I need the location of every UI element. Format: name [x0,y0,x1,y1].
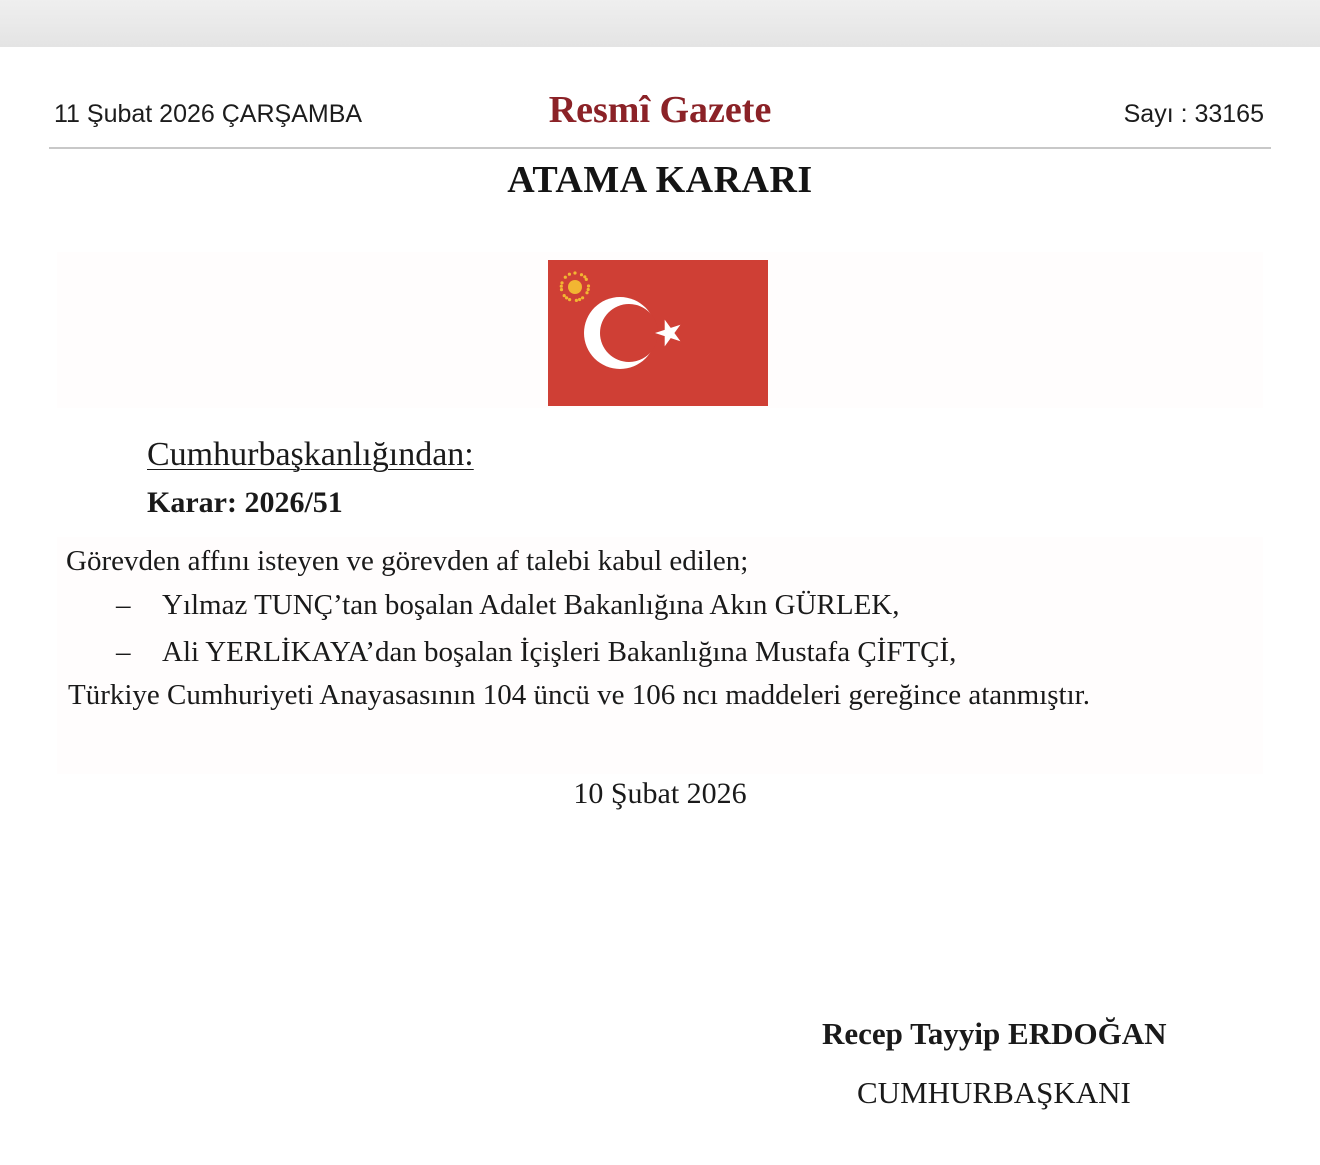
header-divider [49,147,1271,149]
list-bullet: – [116,589,131,621]
gazette-date: 11 Şubat 2026 ÇARŞAMBA [54,100,363,128]
gazette-title: Resmî Gazete [548,89,772,131]
issuer-heading: Cumhurbaşkanlığından: [147,436,474,473]
list-item: Yılmaz TUNÇ’tan boşalan Adalet Bakanlığına Akın GÜRLEK, [162,589,900,621]
list-item: Ali YERLİKAYA’dan boşalan İçişleri Bakanlığına Mustafa ÇİFTÇİ, [162,636,957,668]
list-bullet: – [116,636,131,668]
signature-date: 10 Şubat 2026 [573,777,747,810]
signer-name: Recep Tayyip ERDOĞAN [822,1016,1167,1051]
decision-number: Karar: 2026/51 [147,486,343,519]
presidential-flag-icon [548,260,768,406]
browser-top-bar [0,0,1320,47]
body-intro: Görevden affını isteyen ve görevden af talebi kabul edilen; [66,545,749,577]
signer-title: CUMHURBAŞKANI [857,1075,1131,1110]
document-title: ATAMA KARARI [507,159,813,201]
body-closing: Türkiye Cumhuriyeti Anayasasının 104 üncü ve 106 ncı maddeleri gereğince atanmıştır. [68,679,1090,711]
issue-number: Sayı : 33165 [1123,100,1264,128]
